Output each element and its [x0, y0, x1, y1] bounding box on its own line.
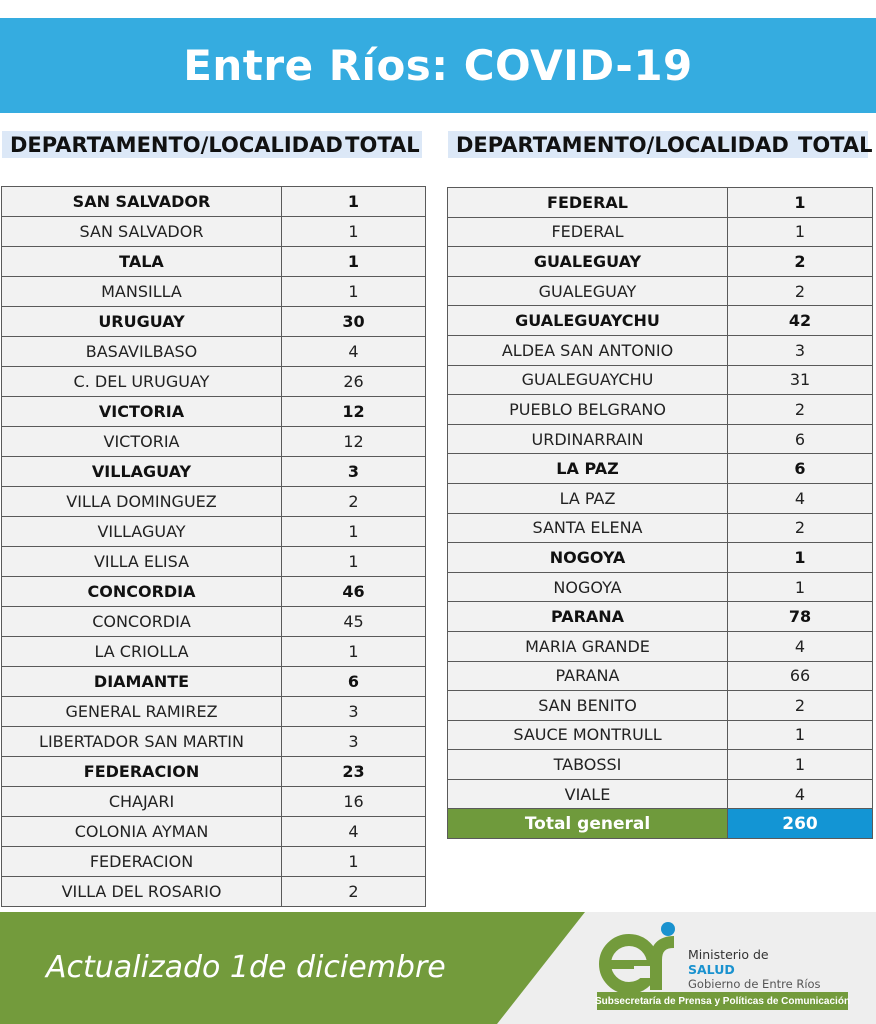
column-header-left	[2, 131, 422, 158]
row-total: 3	[282, 697, 426, 727]
row-total: 26	[282, 367, 426, 397]
row-total: 6	[282, 667, 426, 697]
department-row	[2, 577, 426, 607]
column-header-right	[448, 131, 873, 158]
page-title: Entre Ríos: COVID-19	[183, 41, 693, 90]
row-total: 2	[728, 691, 873, 721]
row-total: 2	[728, 247, 873, 277]
ministry-line3: Gobierno de Entre Ríos	[688, 977, 821, 991]
department-name: FEDERAL	[448, 188, 728, 218]
row-total: 6	[728, 424, 873, 454]
row-total: 3	[728, 335, 873, 365]
ministry-line2: SALUD	[688, 962, 735, 977]
locality-name: VILLA ELISA	[2, 547, 282, 577]
row-total: 16	[282, 787, 426, 817]
locality-row	[448, 513, 873, 543]
department-row	[448, 247, 873, 277]
locality-row	[2, 877, 426, 907]
department-row	[2, 397, 426, 427]
cases-table-left	[1, 186, 426, 907]
row-total: 4	[728, 779, 873, 809]
row-total: 66	[728, 661, 873, 691]
locality-row	[448, 395, 873, 425]
locality-name: SAN SALVADOR	[2, 217, 282, 247]
row-total: 6	[728, 454, 873, 484]
row-total: 78	[728, 602, 873, 632]
locality-row	[448, 217, 873, 247]
department-name: URUGUAY	[2, 307, 282, 337]
row-total: 4	[728, 631, 873, 661]
department-name: FEDERACION	[2, 757, 282, 787]
locality-name: COLONIA AYMAN	[2, 817, 282, 847]
locality-row	[448, 572, 873, 602]
locality-name: BASAVILBASO	[2, 337, 282, 367]
locality-row	[2, 277, 426, 307]
locality-row	[2, 727, 426, 757]
department-row	[2, 757, 426, 787]
total-general-value: 260	[728, 809, 873, 839]
locality-row	[448, 276, 873, 306]
row-total: 1	[728, 750, 873, 780]
locality-name: VIALE	[448, 779, 728, 809]
locality-name: SAUCE MONTRULL	[448, 720, 728, 750]
row-total: 45	[282, 607, 426, 637]
locality-name: VILLAGUAY	[2, 517, 282, 547]
row-total: 30	[282, 307, 426, 337]
department-name: VICTORIA	[2, 397, 282, 427]
locality-row	[2, 817, 426, 847]
row-total: 1	[282, 847, 426, 877]
department-name: GUALEGUAY	[448, 247, 728, 277]
row-total: 31	[728, 365, 873, 395]
department-name: GUALEGUAYCHU	[448, 306, 728, 336]
locality-row	[448, 483, 873, 513]
locality-name: FEDERAL	[448, 217, 728, 247]
locality-name: NOGOYA	[448, 572, 728, 602]
column-header-location: DEPARTAMENTO/LOCALIDAD	[10, 132, 343, 157]
locality-row	[2, 487, 426, 517]
locality-row	[2, 847, 426, 877]
department-name: NOGOYA	[448, 543, 728, 573]
page-footer	[0, 912, 876, 1024]
row-total: 12	[282, 427, 426, 457]
locality-name: ALDEA SAN ANTONIO	[448, 335, 728, 365]
locality-name: C. DEL URUGUAY	[2, 367, 282, 397]
row-total: 3	[282, 727, 426, 757]
locality-row	[2, 517, 426, 547]
row-total: 2	[282, 877, 426, 907]
column-header-total: TOTAL	[798, 132, 873, 157]
locality-row	[448, 365, 873, 395]
row-total: 1	[728, 188, 873, 218]
department-row	[2, 667, 426, 697]
locality-name: PUEBLO BELGRANO	[448, 395, 728, 425]
column-header-location: DEPARTAMENTO/LOCALIDAD	[456, 132, 789, 157]
row-total: 2	[728, 513, 873, 543]
locality-row	[448, 661, 873, 691]
department-row	[2, 457, 426, 487]
department-row	[448, 454, 873, 484]
locality-name: CONCORDIA	[2, 607, 282, 637]
locality-row	[448, 720, 873, 750]
department-name: DIAMANTE	[2, 667, 282, 697]
locality-name: VICTORIA	[2, 427, 282, 457]
locality-row	[448, 691, 873, 721]
locality-row	[2, 787, 426, 817]
row-total: 1	[728, 572, 873, 602]
row-total: 1	[282, 547, 426, 577]
department-row	[448, 602, 873, 632]
locality-name: MARIA GRANDE	[448, 631, 728, 661]
department-row	[2, 307, 426, 337]
locality-row	[2, 607, 426, 637]
row-total: 2	[728, 276, 873, 306]
locality-row	[2, 367, 426, 397]
locality-row	[448, 424, 873, 454]
locality-name: VILLA DEL ROSARIO	[2, 877, 282, 907]
row-total: 1	[282, 277, 426, 307]
locality-row	[448, 779, 873, 809]
department-name: LA PAZ	[448, 454, 728, 484]
locality-row	[448, 631, 873, 661]
department-row	[448, 188, 873, 218]
locality-row	[2, 697, 426, 727]
locality-name: MANSILLA	[2, 277, 282, 307]
locality-row	[2, 427, 426, 457]
ministry-line1: Ministerio de	[688, 947, 769, 962]
row-total: 1	[282, 247, 426, 277]
department-name: SAN SALVADOR	[2, 187, 282, 217]
department-name: PARANA	[448, 602, 728, 632]
row-total: 1	[728, 543, 873, 573]
locality-name: LA CRIOLLA	[2, 637, 282, 667]
row-total: 1	[728, 217, 873, 247]
column-header-total: TOTAL	[345, 132, 420, 157]
department-name: CONCORDIA	[2, 577, 282, 607]
locality-name: GENERAL RAMIREZ	[2, 697, 282, 727]
row-total: 3	[282, 457, 426, 487]
row-total: 2	[282, 487, 426, 517]
row-total: 42	[728, 306, 873, 336]
locality-name: URDINARRAIN	[448, 424, 728, 454]
locality-name: CHAJARI	[2, 787, 282, 817]
locality-row	[2, 637, 426, 667]
locality-name: SANTA ELENA	[448, 513, 728, 543]
row-total: 1	[282, 217, 426, 247]
department-row	[448, 306, 873, 336]
row-total: 2	[728, 395, 873, 425]
row-total: 1	[282, 517, 426, 547]
locality-name: PARANA	[448, 661, 728, 691]
locality-name: GUALEGUAY	[448, 276, 728, 306]
total-general-label: Total general	[448, 809, 728, 839]
row-total: 1	[728, 720, 873, 750]
locality-row	[2, 217, 426, 247]
locality-name: FEDERACION	[2, 847, 282, 877]
row-total: 1	[282, 637, 426, 667]
department-row	[2, 247, 426, 277]
row-total: 4	[282, 337, 426, 367]
locality-name: LIBERTADOR SAN MARTIN	[2, 727, 282, 757]
locality-row	[448, 335, 873, 365]
row-total: 12	[282, 397, 426, 427]
cases-table-right	[447, 187, 873, 839]
locality-name: SAN BENITO	[448, 691, 728, 721]
locality-row	[448, 750, 873, 780]
row-total: 1	[282, 187, 426, 217]
locality-row	[2, 547, 426, 577]
row-total: 23	[282, 757, 426, 787]
row-total: 4	[282, 817, 426, 847]
locality-name: LA PAZ	[448, 483, 728, 513]
er-logo-icon	[598, 920, 682, 996]
subsecretaria-banner: Subsecretaría de Prensa y Políticas de Comunicación	[597, 992, 848, 1010]
page-header	[0, 18, 876, 113]
locality-name: VILLA DOMINGUEZ	[2, 487, 282, 517]
department-row	[448, 543, 873, 573]
department-name: TALA	[2, 247, 282, 277]
department-name: VILLAGUAY	[2, 457, 282, 487]
row-total: 4	[728, 483, 873, 513]
total-general-row	[448, 809, 873, 839]
locality-name: GUALEGUAYCHU	[448, 365, 728, 395]
locality-name: TABOSSI	[448, 750, 728, 780]
department-row	[2, 187, 426, 217]
ministry-name	[688, 947, 821, 992]
row-total: 46	[282, 577, 426, 607]
updated-date: Actualizado 1de diciembre	[46, 950, 446, 985]
locality-row	[2, 337, 426, 367]
